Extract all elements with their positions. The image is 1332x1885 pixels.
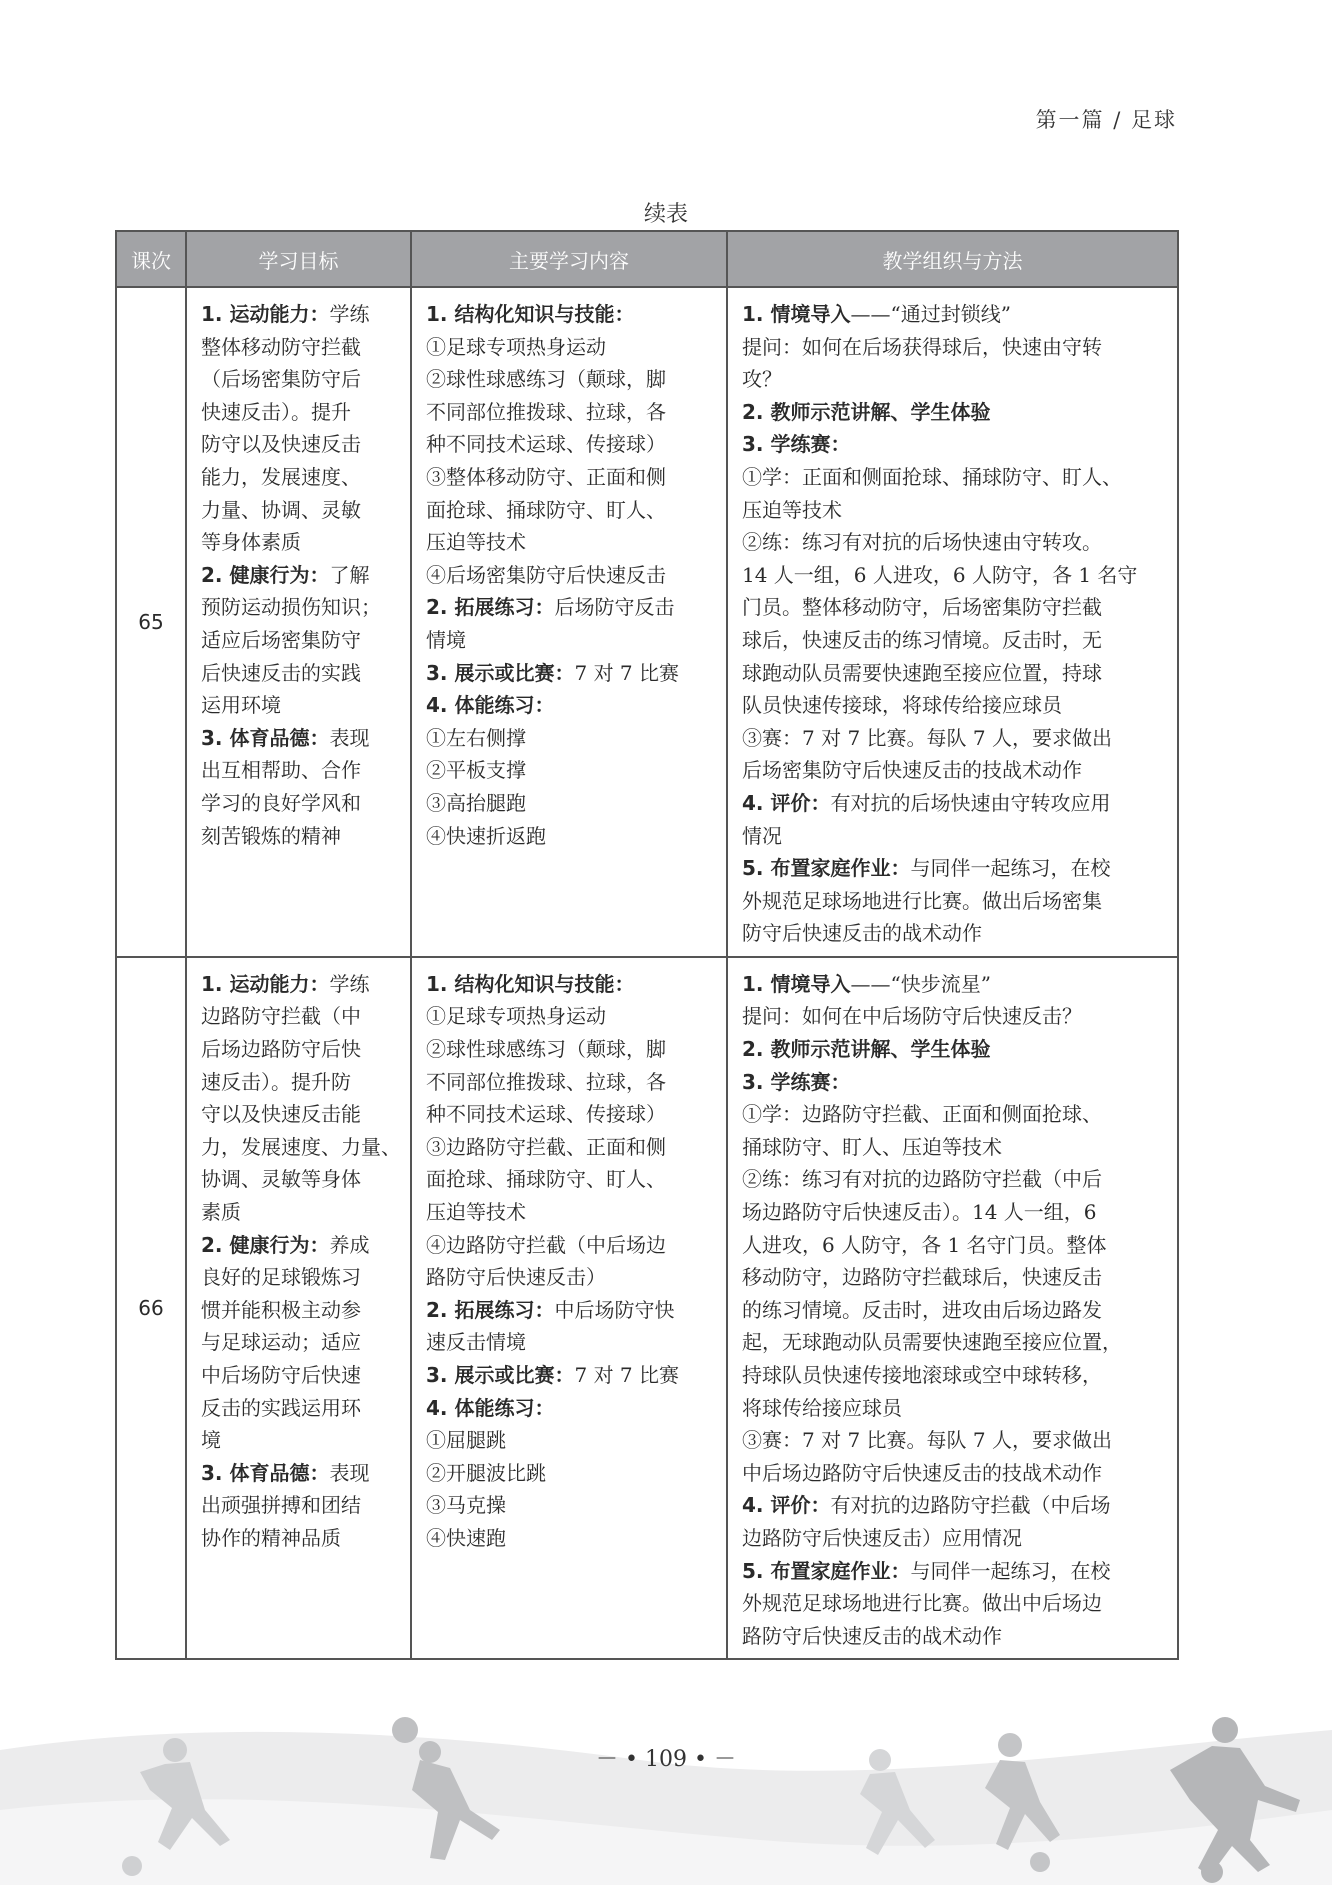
methods-text: 防守后快速反击的战术动作 xyxy=(742,921,982,946)
methods-line xyxy=(742,1066,1165,1099)
methods-line xyxy=(742,591,1165,624)
methods-line xyxy=(742,1000,1165,1033)
goals-text: 养成 xyxy=(329,1232,370,1257)
methods-heading: 1. 情境导入 xyxy=(742,302,851,326)
methods-cell xyxy=(727,287,1178,957)
goals-line xyxy=(201,1261,398,1294)
goals-line xyxy=(201,1229,398,1262)
methods-text: 中后场边路防守后快速反击的技战术动作 xyxy=(742,1460,1102,1485)
content-line xyxy=(426,1522,714,1555)
goals-heading: 2. 健康行为： xyxy=(201,1232,330,1257)
running-head: 第一篇 / 足球 xyxy=(1035,108,1177,132)
methods-text: 压迫等技术 xyxy=(742,497,842,522)
methods-text: ①学：正面和侧面抢球、捅球防守、盯人、 xyxy=(742,464,1122,489)
goals-text: 协调、灵敏等身体 xyxy=(201,1167,361,1192)
table-caption: 续表 xyxy=(643,202,688,227)
methods-line xyxy=(742,657,1165,690)
content-text: 中后场防守快 xyxy=(554,1297,675,1322)
methods-line xyxy=(742,1131,1165,1164)
content-text: 种不同技术运球、传接球） xyxy=(426,1102,666,1127)
content-line xyxy=(426,1229,714,1262)
content-line xyxy=(426,1261,714,1294)
methods-line xyxy=(742,1229,1165,1262)
methods-heading: 2. 教师示范讲解、学生体验 xyxy=(742,399,991,424)
methods-line xyxy=(742,1294,1165,1327)
methods-text: 起，无球跑动队员需要快速跑至接应位置， xyxy=(742,1330,1122,1355)
content-line xyxy=(426,494,714,527)
content-line xyxy=(426,1098,714,1131)
methods-text: 持球队员快速传接地滚球或空中球转移， xyxy=(742,1363,1102,1387)
col-header-content: 主要学习内容 xyxy=(411,231,727,287)
goals-text: 惯并能积极主动参 xyxy=(201,1297,361,1322)
page-number: － • 109 • － xyxy=(596,1747,736,1772)
goals-text: 出互相帮助、合作 xyxy=(201,758,361,783)
goals-line xyxy=(201,559,398,592)
content-line xyxy=(426,624,714,657)
goals-cell xyxy=(186,957,411,1659)
methods-text: 攻？ xyxy=(742,367,782,392)
methods-text: 球跑动队员需要快速跑至接应位置，持球 xyxy=(742,660,1102,685)
content-text: 7 对 7 比赛 xyxy=(574,660,680,685)
content-text: ②开腿波比跳 xyxy=(426,1460,546,1485)
goals-text: 中后场防守后快速 xyxy=(201,1363,361,1387)
methods-line xyxy=(742,722,1165,755)
content-text: 压迫等技术 xyxy=(426,1200,526,1225)
methods-heading: 5. 布置家庭作业： xyxy=(742,856,911,881)
goals-text: 与足球运动；适应 xyxy=(201,1330,361,1355)
content-line xyxy=(426,363,714,396)
methods-heading: 5. 布置家庭作业： xyxy=(742,1558,911,1583)
goals-line xyxy=(201,1294,398,1327)
goals-text: 素质 xyxy=(201,1200,241,1225)
table-header-row xyxy=(116,231,1178,287)
methods-line xyxy=(742,968,1165,1001)
goals-text: 适应后场密集防守 xyxy=(201,627,361,652)
methods-heading: 4. 评价： xyxy=(742,790,831,815)
methods-heading: 1. 情境导入 xyxy=(742,971,851,996)
methods-line xyxy=(742,1457,1165,1490)
methods-line xyxy=(742,396,1165,429)
goals-cell xyxy=(186,287,411,957)
goals-line xyxy=(201,1033,398,1066)
content-text: 后场防守反击 xyxy=(554,595,675,620)
content-line xyxy=(426,591,714,624)
methods-line xyxy=(742,1555,1165,1588)
goals-line xyxy=(201,1066,398,1099)
col-header-methods: 教学组织与方法 xyxy=(727,231,1178,287)
content-heading: 3. 展示或比赛： xyxy=(426,1363,575,1387)
goals-text: 力量、协调、灵敏 xyxy=(201,497,361,522)
goals-text: 良好的足球锻炼习 xyxy=(201,1265,361,1290)
methods-text: ③赛：7 对 7 比赛。每队 7 人，要求做出 xyxy=(742,1428,1112,1453)
lesson-plan-table xyxy=(115,230,1179,1660)
methods-text: 场边路防守后快速反击）。14 人一组，6 xyxy=(742,1200,1097,1225)
goals-text: 刻苦锻炼的精神 xyxy=(201,823,341,848)
goals-line xyxy=(201,591,398,624)
methods-text: 外规范足球场地进行比赛。做出中后场边 xyxy=(742,1591,1102,1616)
content-line xyxy=(426,298,714,331)
methods-text: 捅球防守、盯人、压迫等技术 xyxy=(742,1134,1002,1159)
content-line xyxy=(426,820,714,853)
goals-line xyxy=(201,1359,398,1392)
methods-text: 移动防守，边路防守拦截球后，快速反击 xyxy=(742,1265,1102,1290)
lesson-number: 66 xyxy=(116,957,186,1659)
goals-text: 表现 xyxy=(329,1460,370,1485)
methods-line xyxy=(742,624,1165,657)
goals-line xyxy=(201,494,398,527)
methods-line xyxy=(742,298,1165,331)
methods-line xyxy=(742,1261,1165,1294)
methods-text: 有对抗的后场快速由守转攻应用 xyxy=(830,790,1111,815)
goals-line xyxy=(201,1522,398,1555)
goals-heading: 2. 健康行为： xyxy=(201,562,330,587)
methods-line xyxy=(742,331,1165,364)
lesson-number: 65 xyxy=(116,287,186,957)
goals-line xyxy=(201,968,398,1001)
content-line xyxy=(426,559,714,592)
methods-text: 有对抗的边路防守拦截（中后场 xyxy=(830,1493,1111,1518)
goals-line xyxy=(201,1163,398,1196)
methods-text: 边路防守后快速反击）应用情况 xyxy=(742,1525,1022,1550)
goals-text: 反击的实践运用环 xyxy=(201,1395,361,1420)
col-header-lesson: 课次 xyxy=(116,231,186,287)
content-heading: 1. 结构化知识与技能： xyxy=(426,302,635,326)
content-text: ①足球专项热身运动 xyxy=(426,1004,606,1029)
goals-text: 快速反击）。提升 xyxy=(201,399,351,424)
content-text: ③马克操 xyxy=(426,1493,506,1518)
goals-line xyxy=(201,298,398,331)
goals-text: 运用环境 xyxy=(201,693,281,718)
content-line xyxy=(426,1163,714,1196)
goals-text: （后场密集防守后 xyxy=(201,367,361,392)
content-cell xyxy=(411,287,727,957)
methods-text: 提问：如何在后场获得球后，快速由守转 xyxy=(742,334,1102,359)
goals-text: 预防运动损伤知识； xyxy=(201,595,381,620)
goals-text: 学习的良好学风和 xyxy=(201,790,361,815)
content-line xyxy=(426,1196,714,1229)
methods-line xyxy=(742,1392,1165,1425)
content-text: ②球性球感练习（颠球，脚 xyxy=(426,1037,666,1062)
content-text: ④快速跑 xyxy=(426,1525,506,1550)
methods-text: 后场密集防守后快速反击的技战术动作 xyxy=(742,758,1082,783)
content-text: ④快速折返跑 xyxy=(426,823,546,848)
methods-text: 将球传给接应球员 xyxy=(742,1395,902,1420)
methods-text: 与同伴一起练习，在校 xyxy=(910,1558,1111,1583)
methods-line xyxy=(742,1522,1165,1555)
goals-text: 整体移动防守拦截 xyxy=(201,334,361,359)
methods-text: ——“通过封锁线” xyxy=(850,302,1011,326)
methods-text: ③赛：7 对 7 比赛。每队 7 人，要求做出 xyxy=(742,725,1112,750)
methods-text: 的练习情境。反击时，进攻由后场边路发 xyxy=(742,1297,1102,1322)
methods-line xyxy=(742,461,1165,494)
table-row xyxy=(116,287,1178,957)
content-line xyxy=(426,1424,714,1457)
content-text: ①左右侧撑 xyxy=(426,725,526,750)
methods-text: 门员。整体移动防守，后场密集防守拦截 xyxy=(742,595,1102,620)
goals-text: 等身体素质 xyxy=(201,530,301,555)
goals-line xyxy=(201,657,398,690)
methods-text: 路防守后快速反击的战术动作 xyxy=(742,1623,1002,1648)
methods-text: 外规范足球场地进行比赛。做出后场密集 xyxy=(742,888,1102,913)
methods-line xyxy=(742,1163,1165,1196)
content-heading: 2. 拓展练习： xyxy=(426,1297,555,1322)
content-text: 不同部位推拨球、拉球，各 xyxy=(426,399,666,424)
goals-text: 境 xyxy=(201,1428,221,1453)
goals-text: 了解 xyxy=(329,562,370,587)
content-line xyxy=(426,1294,714,1327)
content-text: 速反击情境 xyxy=(426,1330,526,1355)
content-text: 情境 xyxy=(426,627,466,652)
methods-line xyxy=(742,820,1165,853)
col-header-goals: 学习目标 xyxy=(186,231,411,287)
goals-line xyxy=(201,428,398,461)
content-line xyxy=(426,331,714,364)
content-cell xyxy=(411,957,727,1659)
methods-line xyxy=(742,689,1165,722)
methods-line xyxy=(742,1489,1165,1522)
goals-text: 力，发展速度、力量、 xyxy=(201,1134,401,1159)
methods-line xyxy=(742,1424,1165,1457)
goals-text: 守以及快速反击能 xyxy=(201,1102,361,1127)
methods-line xyxy=(742,363,1165,396)
content-line xyxy=(426,1000,714,1033)
content-line xyxy=(426,1326,714,1359)
methods-line xyxy=(742,852,1165,885)
content-line xyxy=(426,1457,714,1490)
content-heading: 4. 体能练习： xyxy=(426,1395,555,1420)
content-heading: 1. 结构化知识与技能： xyxy=(426,971,635,996)
goals-text: 出顽强拼搏和团结 xyxy=(201,1493,361,1518)
content-text: 压迫等技术 xyxy=(426,530,526,555)
goals-line xyxy=(201,331,398,364)
content-heading: 2. 拓展练习： xyxy=(426,595,555,620)
content-heading: 4. 体能练习： xyxy=(426,693,555,718)
methods-text: ②练：练习有对抗的后场快速由守转攻。 xyxy=(742,530,1102,555)
content-text: ④边路防守拦截（中后场边 xyxy=(426,1232,666,1257)
goals-text: 边路防守拦截（中 xyxy=(201,1004,361,1029)
goals-heading: 1. 运动能力： xyxy=(201,971,330,996)
content-line xyxy=(426,396,714,429)
methods-text: 与同伴一起练习，在校 xyxy=(910,856,1111,881)
methods-line xyxy=(742,1587,1165,1620)
goals-line xyxy=(201,526,398,559)
goals-heading: 3. 体育品德： xyxy=(201,725,330,750)
content-text: ③边路防守拦截、正面和侧 xyxy=(426,1134,666,1159)
content-line xyxy=(426,461,714,494)
content-text: 路防守后快速反击） xyxy=(426,1265,606,1290)
methods-text: 球后，快速反击的练习情境。反击时，无 xyxy=(742,627,1102,652)
methods-text: 14 人一组，6 人进攻，6 人防守，各 1 名守 xyxy=(742,562,1138,587)
goals-line xyxy=(201,461,398,494)
goals-text: 能力，发展速度、 xyxy=(201,464,361,489)
content-line xyxy=(426,754,714,787)
content-line xyxy=(426,1392,714,1425)
goals-line xyxy=(201,1000,398,1033)
methods-text: ①学：边路防守拦截、正面和侧面抢球、 xyxy=(742,1102,1102,1127)
content-line xyxy=(426,1131,714,1164)
table-row xyxy=(116,957,1178,1659)
goals-line xyxy=(201,754,398,787)
content-text: ①屈腿跳 xyxy=(426,1428,506,1453)
content-text: 面抢球、捅球防守、盯人、 xyxy=(426,497,666,522)
content-line xyxy=(426,428,714,461)
content-text: 7 对 7 比赛 xyxy=(574,1363,680,1387)
methods-line xyxy=(742,494,1165,527)
content-line xyxy=(426,526,714,559)
methods-line xyxy=(742,428,1165,461)
methods-line xyxy=(742,1620,1165,1653)
methods-text: 提问：如何在中后场防守后快速反击？ xyxy=(742,1004,1082,1029)
methods-heading: 2. 教师示范讲解、学生体验 xyxy=(742,1037,991,1062)
content-text: 面抢球、捅球防守、盯人、 xyxy=(426,1167,666,1192)
methods-line xyxy=(742,1098,1165,1131)
content-line xyxy=(426,787,714,820)
goals-line xyxy=(201,624,398,657)
content-line xyxy=(426,968,714,1001)
methods-line xyxy=(742,1196,1165,1229)
content-text: ③整体移动防守、正面和侧 xyxy=(426,464,666,489)
goals-text: 学练 xyxy=(329,302,370,326)
methods-cell xyxy=(727,957,1178,1659)
goals-text: 表现 xyxy=(329,725,370,750)
goals-line xyxy=(201,1131,401,1164)
methods-text: ②练：练习有对抗的边路防守拦截（中后 xyxy=(742,1167,1102,1192)
methods-line xyxy=(742,1326,1165,1359)
content-heading: 3. 展示或比赛： xyxy=(426,660,575,685)
goals-line xyxy=(201,1424,398,1457)
methods-line xyxy=(742,526,1165,559)
goals-line xyxy=(201,820,398,853)
methods-line xyxy=(742,754,1165,787)
goals-text: 防守以及快速反击 xyxy=(201,432,361,457)
methods-heading: 3. 学练赛： xyxy=(742,1069,851,1094)
content-line xyxy=(426,1033,714,1066)
methods-line xyxy=(742,559,1165,592)
goals-line xyxy=(201,1196,398,1229)
content-text: ②球性球感练习（颠球，脚 xyxy=(426,367,666,392)
content-line xyxy=(426,722,714,755)
goals-line xyxy=(201,1098,398,1131)
content-text: 不同部位推拨球、拉球，各 xyxy=(426,1069,666,1094)
content-line xyxy=(426,657,714,690)
content-line xyxy=(426,689,714,722)
goals-text: 后快速反击的实践 xyxy=(201,660,361,685)
goals-line xyxy=(201,1457,398,1490)
goals-text: 协作的精神品质 xyxy=(201,1525,341,1550)
goals-text: 后场边路防守后快 xyxy=(201,1037,361,1062)
methods-heading: 4. 评价： xyxy=(742,1493,831,1518)
content-line xyxy=(426,1066,714,1099)
goals-text: 学练 xyxy=(329,971,370,996)
goals-line xyxy=(201,689,398,722)
goals-line xyxy=(201,396,398,429)
methods-text: 人进攻，6 人防守，各 1 名守门员。整体 xyxy=(742,1232,1107,1257)
goals-line xyxy=(201,1326,398,1359)
methods-text: 情况 xyxy=(742,823,782,848)
goals-heading: 1. 运动能力： xyxy=(201,302,330,326)
goals-line xyxy=(201,1489,398,1522)
goals-text: 速反击）。提升防 xyxy=(201,1069,351,1094)
content-text: 种不同技术运球、传接球） xyxy=(426,432,666,457)
content-text: ②平板支撑 xyxy=(426,758,526,783)
content-line xyxy=(426,1489,714,1522)
methods-line xyxy=(742,787,1165,820)
goals-heading: 3. 体育品德： xyxy=(201,1460,330,1485)
goals-line xyxy=(201,363,398,396)
content-text: ④后场密集防守后快速反击 xyxy=(426,562,666,587)
methods-line xyxy=(742,1359,1165,1392)
methods-line xyxy=(742,1033,1165,1066)
methods-heading: 3. 学练赛： xyxy=(742,432,851,457)
footer-sports-illustration xyxy=(0,1690,1332,1885)
goals-line xyxy=(201,722,398,755)
methods-text: 队员快速传接球，将球传给接应球员 xyxy=(742,693,1062,718)
methods-line xyxy=(742,885,1165,918)
methods-text: ——“快步流星” xyxy=(850,971,991,996)
methods-line xyxy=(742,917,1165,950)
goals-line xyxy=(201,1392,398,1425)
content-line xyxy=(426,1359,714,1392)
goals-line xyxy=(201,787,398,820)
content-text: ③高抬腿跑 xyxy=(426,790,526,815)
content-text: ①足球专项热身运动 xyxy=(426,334,606,359)
